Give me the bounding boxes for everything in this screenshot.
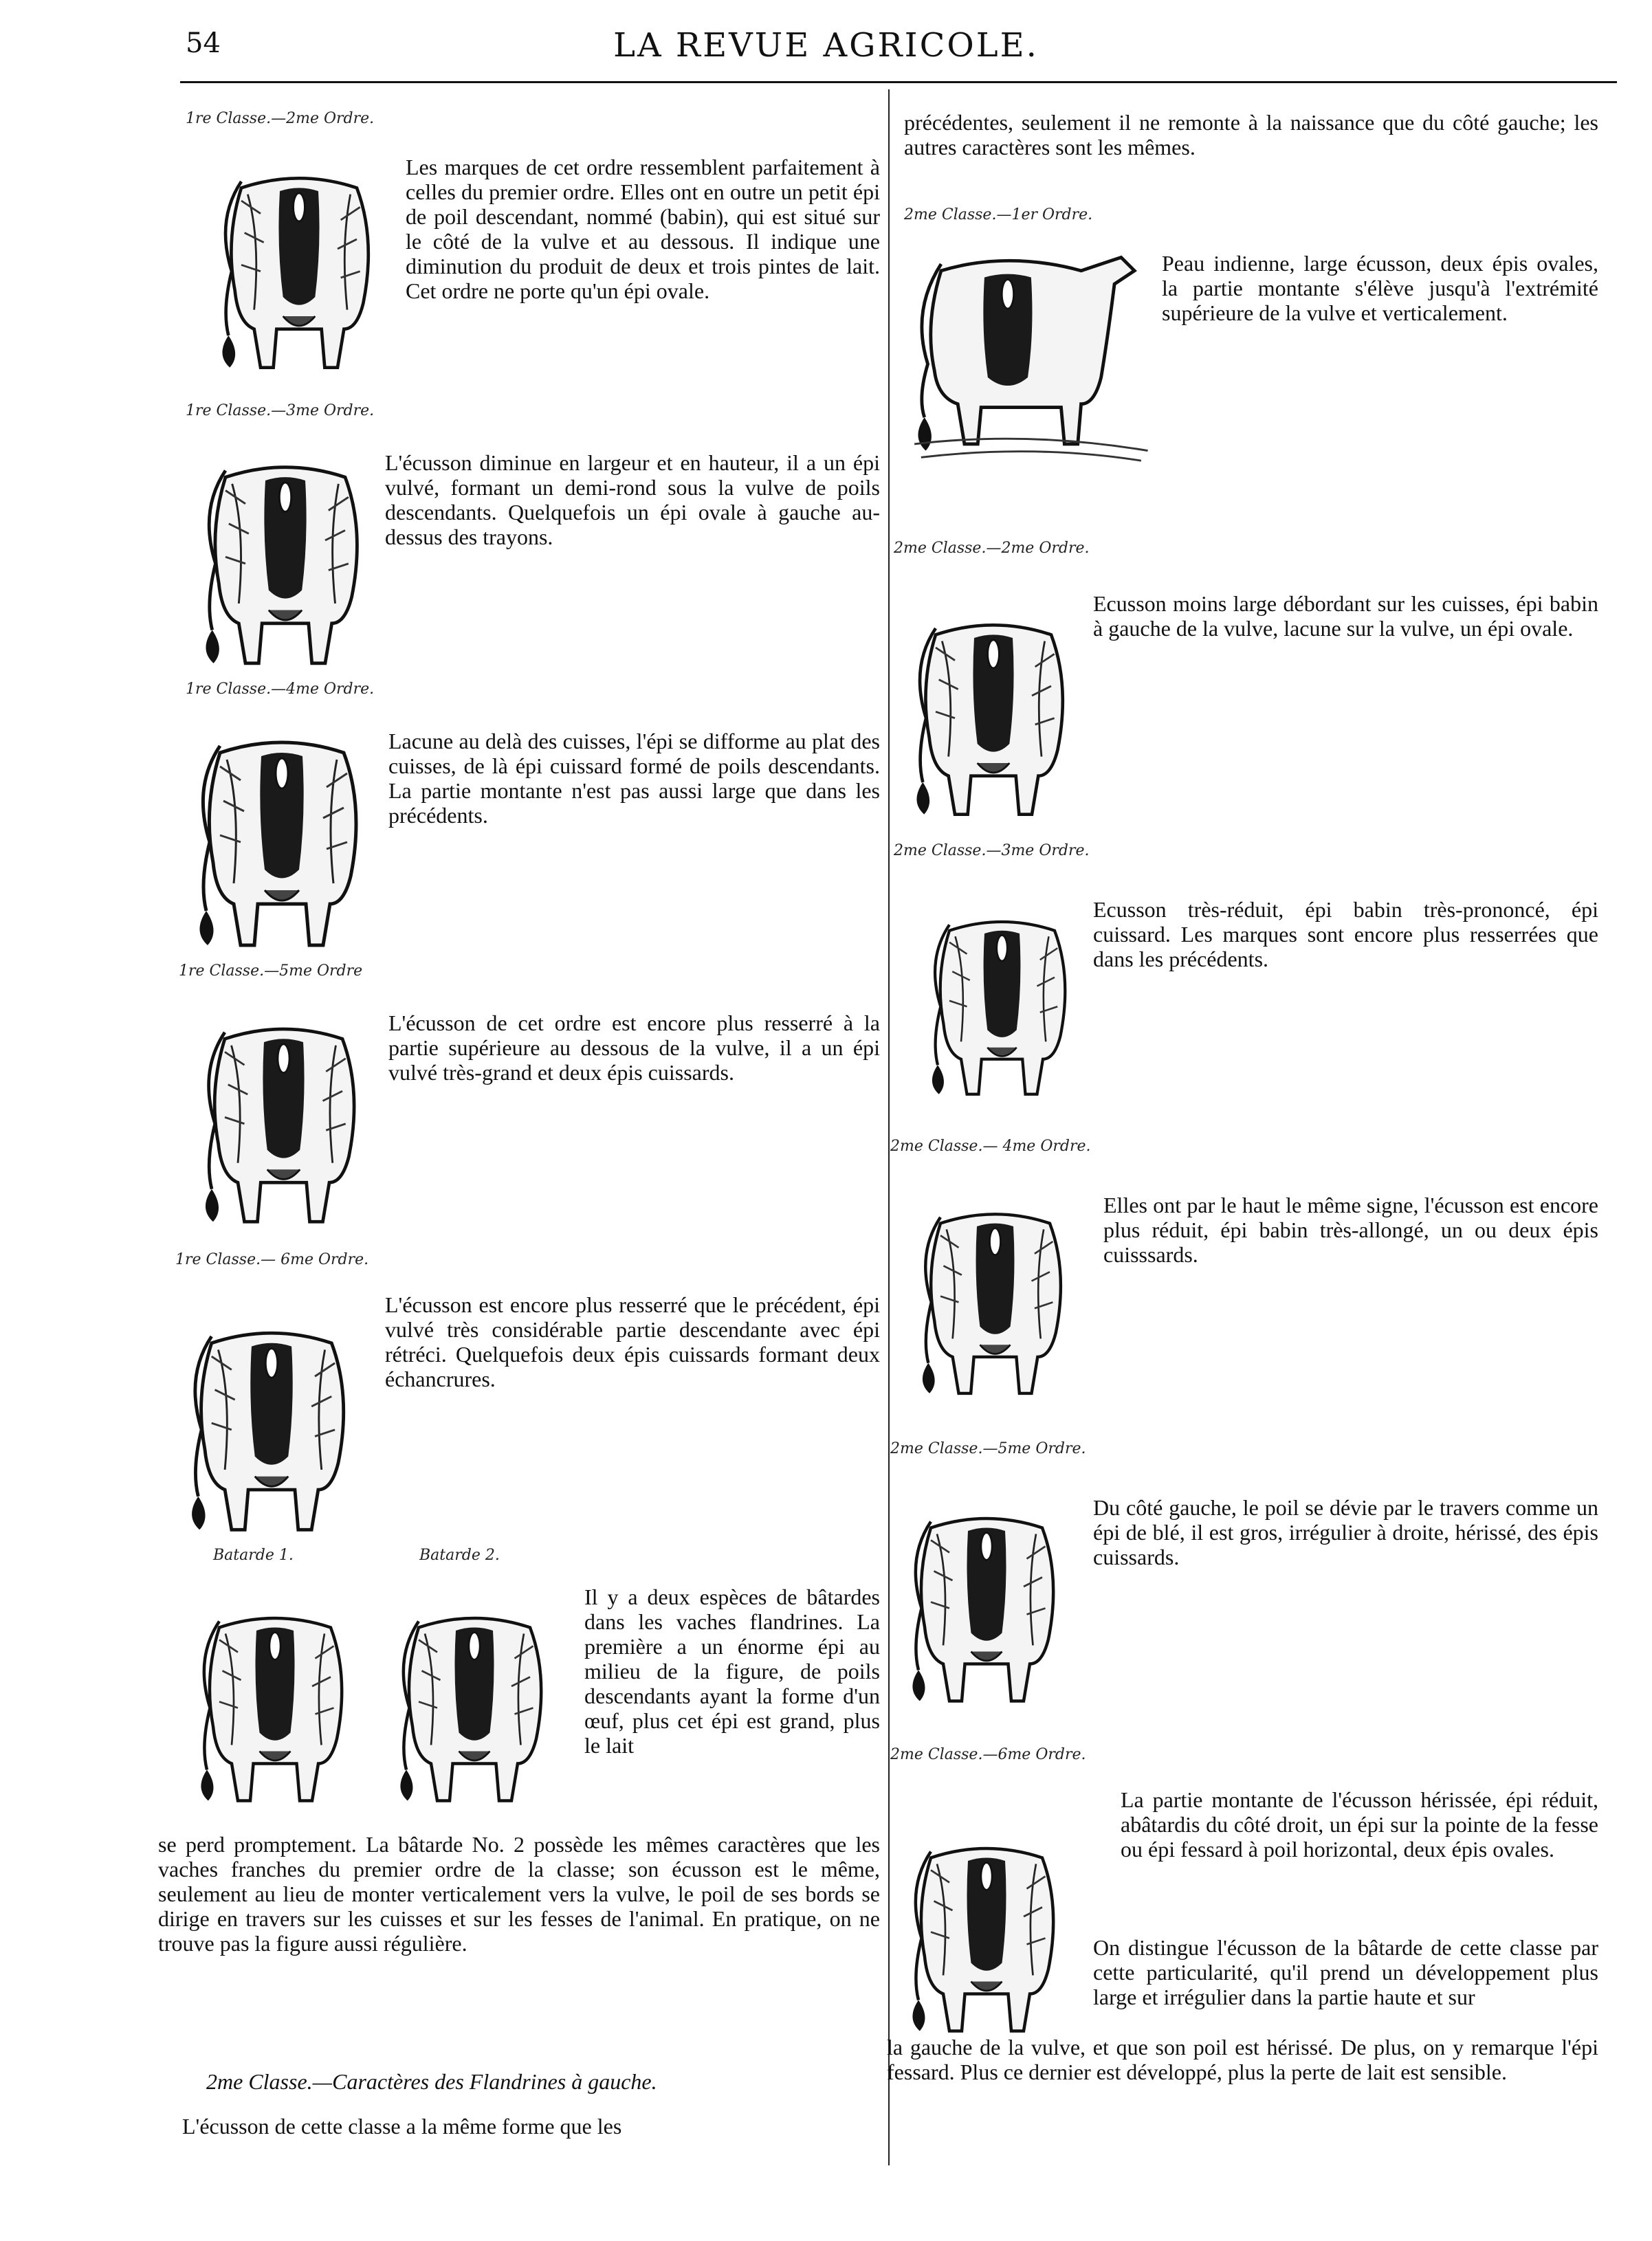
text-class2-order1: Peau indienne, large écusson, deux épis ovales, la partie montante s'élève jusqu'à l'extrémité supérieure de la vulve et verticalement.: [1162, 251, 1598, 325]
text-class1-order4: Lacune au delà des cuisses, l'épi se difforme au plat des cuisses, de là épi cuissard formé de poils descendants. La partie montante n'est pas aussi large que dans les précédents.: [388, 729, 880, 828]
page-number: 54: [186, 27, 221, 59]
cow-illustration-batarde-1: [182, 1602, 368, 1808]
caption-class2-order4: 2me Classe.— 4me Ordre.: [890, 1138, 1091, 1155]
text-class2-order5: Du côté gauche, le poil se dévie par le travers comme un épi de blé, il est gros, irrégulier à droite, hérissé, des épis cuissards.: [1093, 1495, 1598, 1569]
header-rule: [180, 81, 1617, 83]
text-class2-order6: La partie montante de l'écusson hérissée, épi réduit, abâtardis du côté droit, un épi sur la pointe de la fesse ou épi fessard à poil horizontal, deux épis ovales.: [1121, 1787, 1598, 1862]
cow-illustration-class1-order5: [186, 1007, 382, 1234]
text-class1-order2: Les marques de cet ordre ressemblent parfaitement à celles du premier ordre. Elles ont en outre un petit épi de poil descendant, nommé (babin), qui est situé sur le côté de la vulve et au dessous. Il indique une diminution du produit de deux et trois pintes de lait. Cet ordre ne porte qu'un épi ovale.: [406, 155, 880, 303]
caption-class2-order1: 2me Classe.—1er Ordre.: [904, 206, 1093, 223]
cow-illustration-class1-order4: [175, 725, 388, 952]
cow-illustration-class2-order3: [914, 894, 1090, 1114]
cow-illustration-class2-order2: [897, 605, 1090, 825]
text-class1-order6: L'écusson est encore plus resserré que le précédent, épi vulvé très considérable partie descendante avec épi rétréci. Quelquefois deux épis cuissards formant deux échancrures.: [385, 1292, 880, 1391]
cow-illustration-class2-order4: [904, 1193, 1086, 1406]
caption-class2-order3: 2me Classe.—3me Ordre.: [894, 842, 1090, 859]
text-class1-order3: L'écusson diminue en largeur et en hauteur, il a un épi vulvé, formant un demi-rond sous la vulve de poils descendants. Quelquefois un épi ovale à gauche au-dessus des trayons.: [385, 450, 880, 549]
caption-batarde-2: Batarde 2.: [419, 1547, 500, 1564]
cow-illustration-batarde-2: [382, 1602, 567, 1808]
cow-illustration-class2-order1: [901, 244, 1155, 464]
caption-class2-order5: 2me Classe.—5me Ordre.: [890, 1440, 1086, 1457]
cow-illustration-class1-order3: [186, 450, 385, 670]
cow-illustration-class2-order6: [894, 1825, 1079, 2045]
caption-class1-order6: 1re Classe.— 6me Ordre.: [175, 1251, 369, 1268]
caption-batarde-1: Batarde 1.: [213, 1547, 294, 1564]
cow-illustration-class1-order2: [203, 155, 395, 382]
text-class2-order4: Elles ont par le haut le même signe, l'écusson est encore plus réduit, épi babin très-allongé, un ou deux épis cuisssards.: [1103, 1193, 1598, 1267]
text-class2-order2: Ecusson moins large débordant sur les cuisses, épi babin à gauche de la vulve, lacune sur la vulve, un épi ovale.: [1093, 591, 1598, 641]
section-heading-class2: 2me Classe.—Caractères des Flandrines à gauche.: [206, 2069, 657, 2094]
text-class2-final: la gauche de la vulve, et que son poil est hérissé. De plus, on y remarque l'épi fessard. Plus ce dernier est développé, plus la perte de lait est sensible.: [887, 2035, 1598, 2084]
cow-illustration-class2-order5: [894, 1495, 1079, 1715]
column-divider: [888, 89, 890, 2165]
caption-class2-order2: 2me Classe.—2me Ordre.: [894, 540, 1090, 557]
text-batardes-cont: se perd promptement. La bâtarde No. 2 possède les mêmes caractères que les vaches franches du premier ordre de la classe; son écusson est le même, seulement au lieu de monter verticalement vers la vulve, le poil de ses bords se dirige en travers sur les cuisses et sur les fesses de l'animal. En pratique, on ne trouve pas la figure aussi régulière.: [158, 1832, 880, 1956]
text-right-continuation: précédentes, seulement il ne remonte à la naissance que du côté gauche; les autres caractères sont les mêmes.: [904, 110, 1598, 159]
text-class2-intro: L'écusson de cette classe a la même forme que les: [182, 2114, 622, 2139]
page-title: LA REVUE AGRICOLE.: [613, 26, 1039, 65]
caption-class1-order4: 1re Classe.—4me Ordre.: [186, 681, 375, 698]
text-batardes-intro: Il y a deux espèces de bâtardes dans les vaches flandrines. La première a un énorme épi au milieu de la figure, de poils descendants ayant la forme d'un œuf, plus cet épi est grand, plus le lait: [584, 1585, 880, 1758]
text-class2-batarde: On distingue l'écusson de la bâtarde de cette classe par cette particularité, qu'il prend un développement plus large et irrégulier dans la partie haute et sur: [1093, 1935, 1598, 2009]
cow-illustration-class1-order6: [165, 1316, 378, 1536]
text-class2-order3: Ecusson très-réduit, épi babin très-prononcé, épi cuissard. Les marques sont encore plus resserrées que dans les précédents.: [1093, 897, 1598, 971]
text-class1-order5: L'écusson de cet ordre est encore plus resserré à la partie supérieure au dessous de la vulve, il a un épi vulvé très-grand et deux épis cuissards.: [388, 1011, 880, 1085]
caption-class1-order3: 1re Classe.—3me Ordre.: [186, 402, 375, 419]
caption-class1-order2: 1re Classe.—2me Ordre.: [186, 110, 375, 127]
caption-class2-order6: 2me Classe.—6me Ordre.: [890, 1746, 1086, 1763]
caption-class1-order5: 1re Classe.—5me Ordre: [179, 962, 363, 980]
